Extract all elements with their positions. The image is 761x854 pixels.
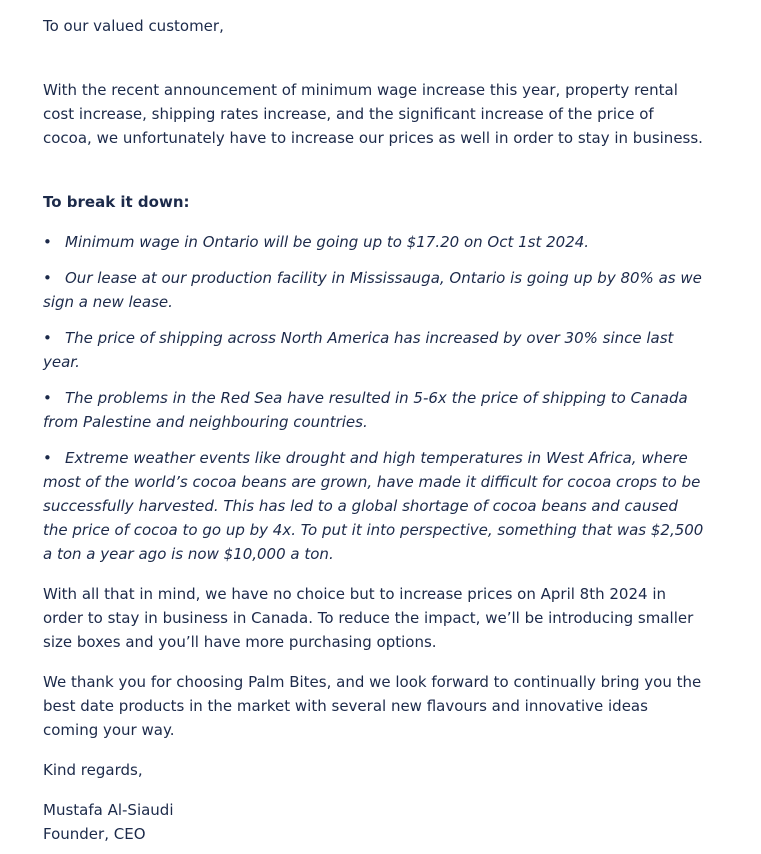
bullet-icon: • [43, 449, 52, 467]
reason-text: The problems in the Red Sea have resulted in 5-6x the price of shipping to Canada from Palestine and neighbouring countries. [43, 389, 688, 431]
signature-title: Founder, CEO [43, 825, 146, 843]
signature-name: Mustafa Al-Siaudi [43, 801, 174, 819]
reason-text: The price of shipping across North America has increased by over 30% since last year. [43, 329, 674, 371]
reason-item [43, 266, 705, 314]
bullet-icon: • [43, 389, 52, 407]
reason-text: Extreme weather events like drought and high temperatures in West Africa, where most of the world’s cocoa beans are grown, have made it difficult for cocoa crops to be successfully harvested. This has led to a global shortage of cocoa beans and caused the price of cocoa to go up by 4x. To put it into perspective, something that was $2,500 a ton a year ago is now $10,000 a ton. [43, 449, 704, 563]
reason-text: Our lease at our production facility in Mississauga, Ontario is going up by 80% as we sign a new lease. [43, 269, 702, 311]
reason-item [43, 230, 705, 254]
reason-text: Minimum wage in Ontario will be going up to $17.20 on Oct 1st 2024. [65, 233, 590, 251]
conclusion-paragraph: With all that in mind, we have no choice but to increase prices on April 8th 2024 in order to stay in business in Canada. To reduce the impact, we’ll be introducing smaller size boxes and you’ll have more purchasing options. [43, 585, 694, 651]
breakdown-heading: To break it down: [43, 193, 190, 211]
thanks-paragraph: We thank you for choosing Palm Bites, and we look forward to continually bring you the best date products in the market with several new flavours and innovative ideas coming your way. [43, 673, 702, 739]
bullet-icon: • [43, 329, 52, 347]
bullet-icon: • [43, 269, 52, 287]
reason-item [43, 446, 705, 566]
signoff: Kind regards, [43, 761, 143, 779]
reason-item [43, 386, 705, 434]
reasons-list [43, 230, 705, 566]
intro-paragraph: With the recent announcement of minimum wage increase this year, property rental cost increase, shipping rates increase, and the significant increase of the price of cocoa, we unfortunately have to increase our prices as well in order to stay in business. [43, 81, 703, 147]
reason-item [43, 326, 705, 374]
bullet-icon: • [43, 233, 52, 251]
greeting: To our valued customer, [43, 17, 224, 35]
